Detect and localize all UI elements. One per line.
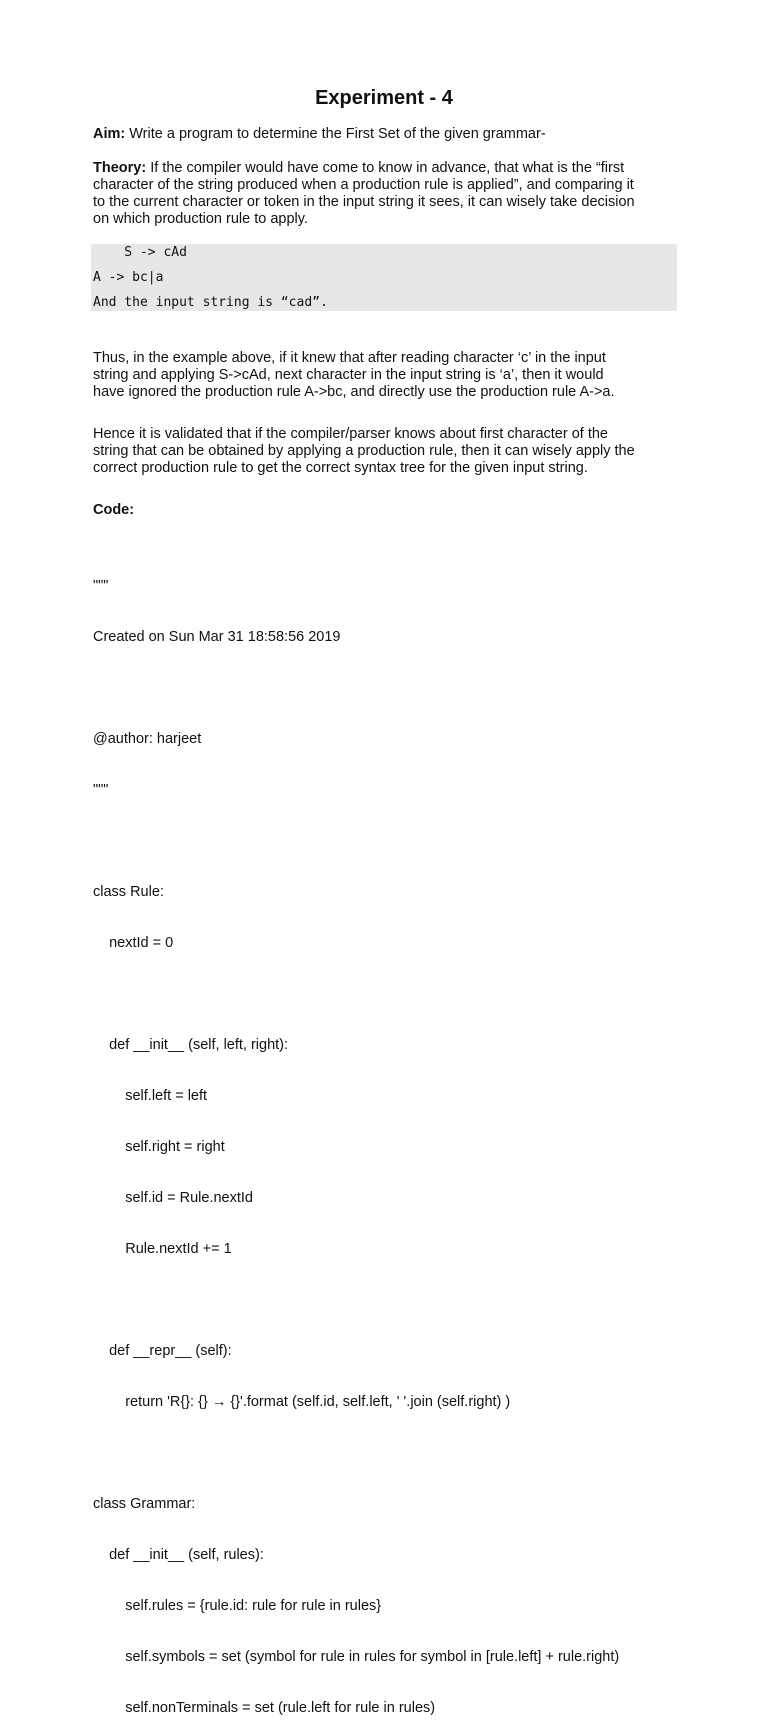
code-listing [93, 544, 693, 1734]
paragraph-line: Thus, in the example above, if it knew that after reading character ‘c’ in the input [93, 350, 606, 366]
code-line: self.nonTerminals = set (rule.left for rule in rules) [93, 1700, 436, 1716]
code-line: Rule.nextId += 1 [93, 1241, 232, 1257]
aim-label: Aim: [93, 126, 126, 142]
conclusion-paragraph [93, 426, 683, 477]
paragraph-line: string that can be obtained by applying a production rule, then it can wisely apply the [93, 443, 635, 459]
code-line: """ [93, 578, 109, 594]
code-line [93, 1292, 693, 1309]
code-line: self.symbols = set (symbol for rule in rules for symbol in [rule.left] + rule.right) [93, 1649, 620, 1665]
code-line: return 'R{}: {} → {}'.format (self.id, self.left, ' '.join (self.right) ) [93, 1394, 511, 1410]
code-line [93, 680, 693, 697]
theory-label: Theory: [93, 160, 147, 176]
theory-line: on which production rule to apply. [93, 211, 308, 227]
code-line: self.id = Rule.nextId [93, 1190, 253, 1206]
code-line: Created on Sun Mar 31 18:58:56 2019 [93, 629, 341, 645]
code-line: self.left = left [93, 1088, 208, 1104]
theory-line: to the current character or token in the input string it sees, it can wisely take decision [93, 194, 635, 210]
code-line: """ [93, 782, 109, 798]
code-line: nextId = 0 [93, 935, 174, 951]
code-line: def __init__ (self, left, right): [93, 1037, 289, 1053]
code-line: class Rule: [93, 884, 164, 900]
code-line: def __init__ (self, rules): [93, 1547, 264, 1563]
code-heading: Code: [93, 502, 135, 518]
explanation-paragraph [93, 350, 683, 401]
code-line: self.right = right [93, 1139, 225, 1155]
code-line: @author: harjeet [93, 731, 202, 747]
paragraph-line: string and applying S->cAd, next character in the input string is ‘a’, then it would [93, 367, 604, 383]
code-line: def __repr__ (self): [93, 1343, 232, 1359]
page-title: Experiment - 4 [315, 87, 453, 109]
paragraph-line: correct production rule to get the correct syntax tree for the given input string. [93, 460, 588, 476]
code-line [93, 986, 693, 1003]
code-line [93, 833, 693, 850]
example-line: S -> cAd [93, 245, 187, 260]
code-line: class Grammar: [93, 1496, 196, 1512]
code-line: self.rules = {rule.id: rule for rule in rules} [93, 1598, 382, 1614]
example-line: A -> bc|a [93, 270, 164, 285]
theory-paragraph [93, 160, 683, 228]
aim-text: Write a program to determine the First Set of the given grammar- [125, 126, 546, 142]
paragraph-line: Hence it is validated that if the compiler/parser knows about first character of the [93, 426, 608, 442]
example-line: And the input string is “cad”. [93, 295, 328, 310]
theory-line: Theory: If the compiler would have come to know in advance, that what is the “first [93, 160, 625, 176]
grammar-example-box [91, 244, 677, 311]
theory-line: character of the string produced when a production rule is applied”, and comparing it [93, 177, 634, 193]
code-line [93, 1445, 693, 1462]
aim-paragraph [93, 126, 683, 143]
paragraph-line: have ignored the production rule A->bc, and directly use the production rule A->a. [93, 384, 615, 400]
